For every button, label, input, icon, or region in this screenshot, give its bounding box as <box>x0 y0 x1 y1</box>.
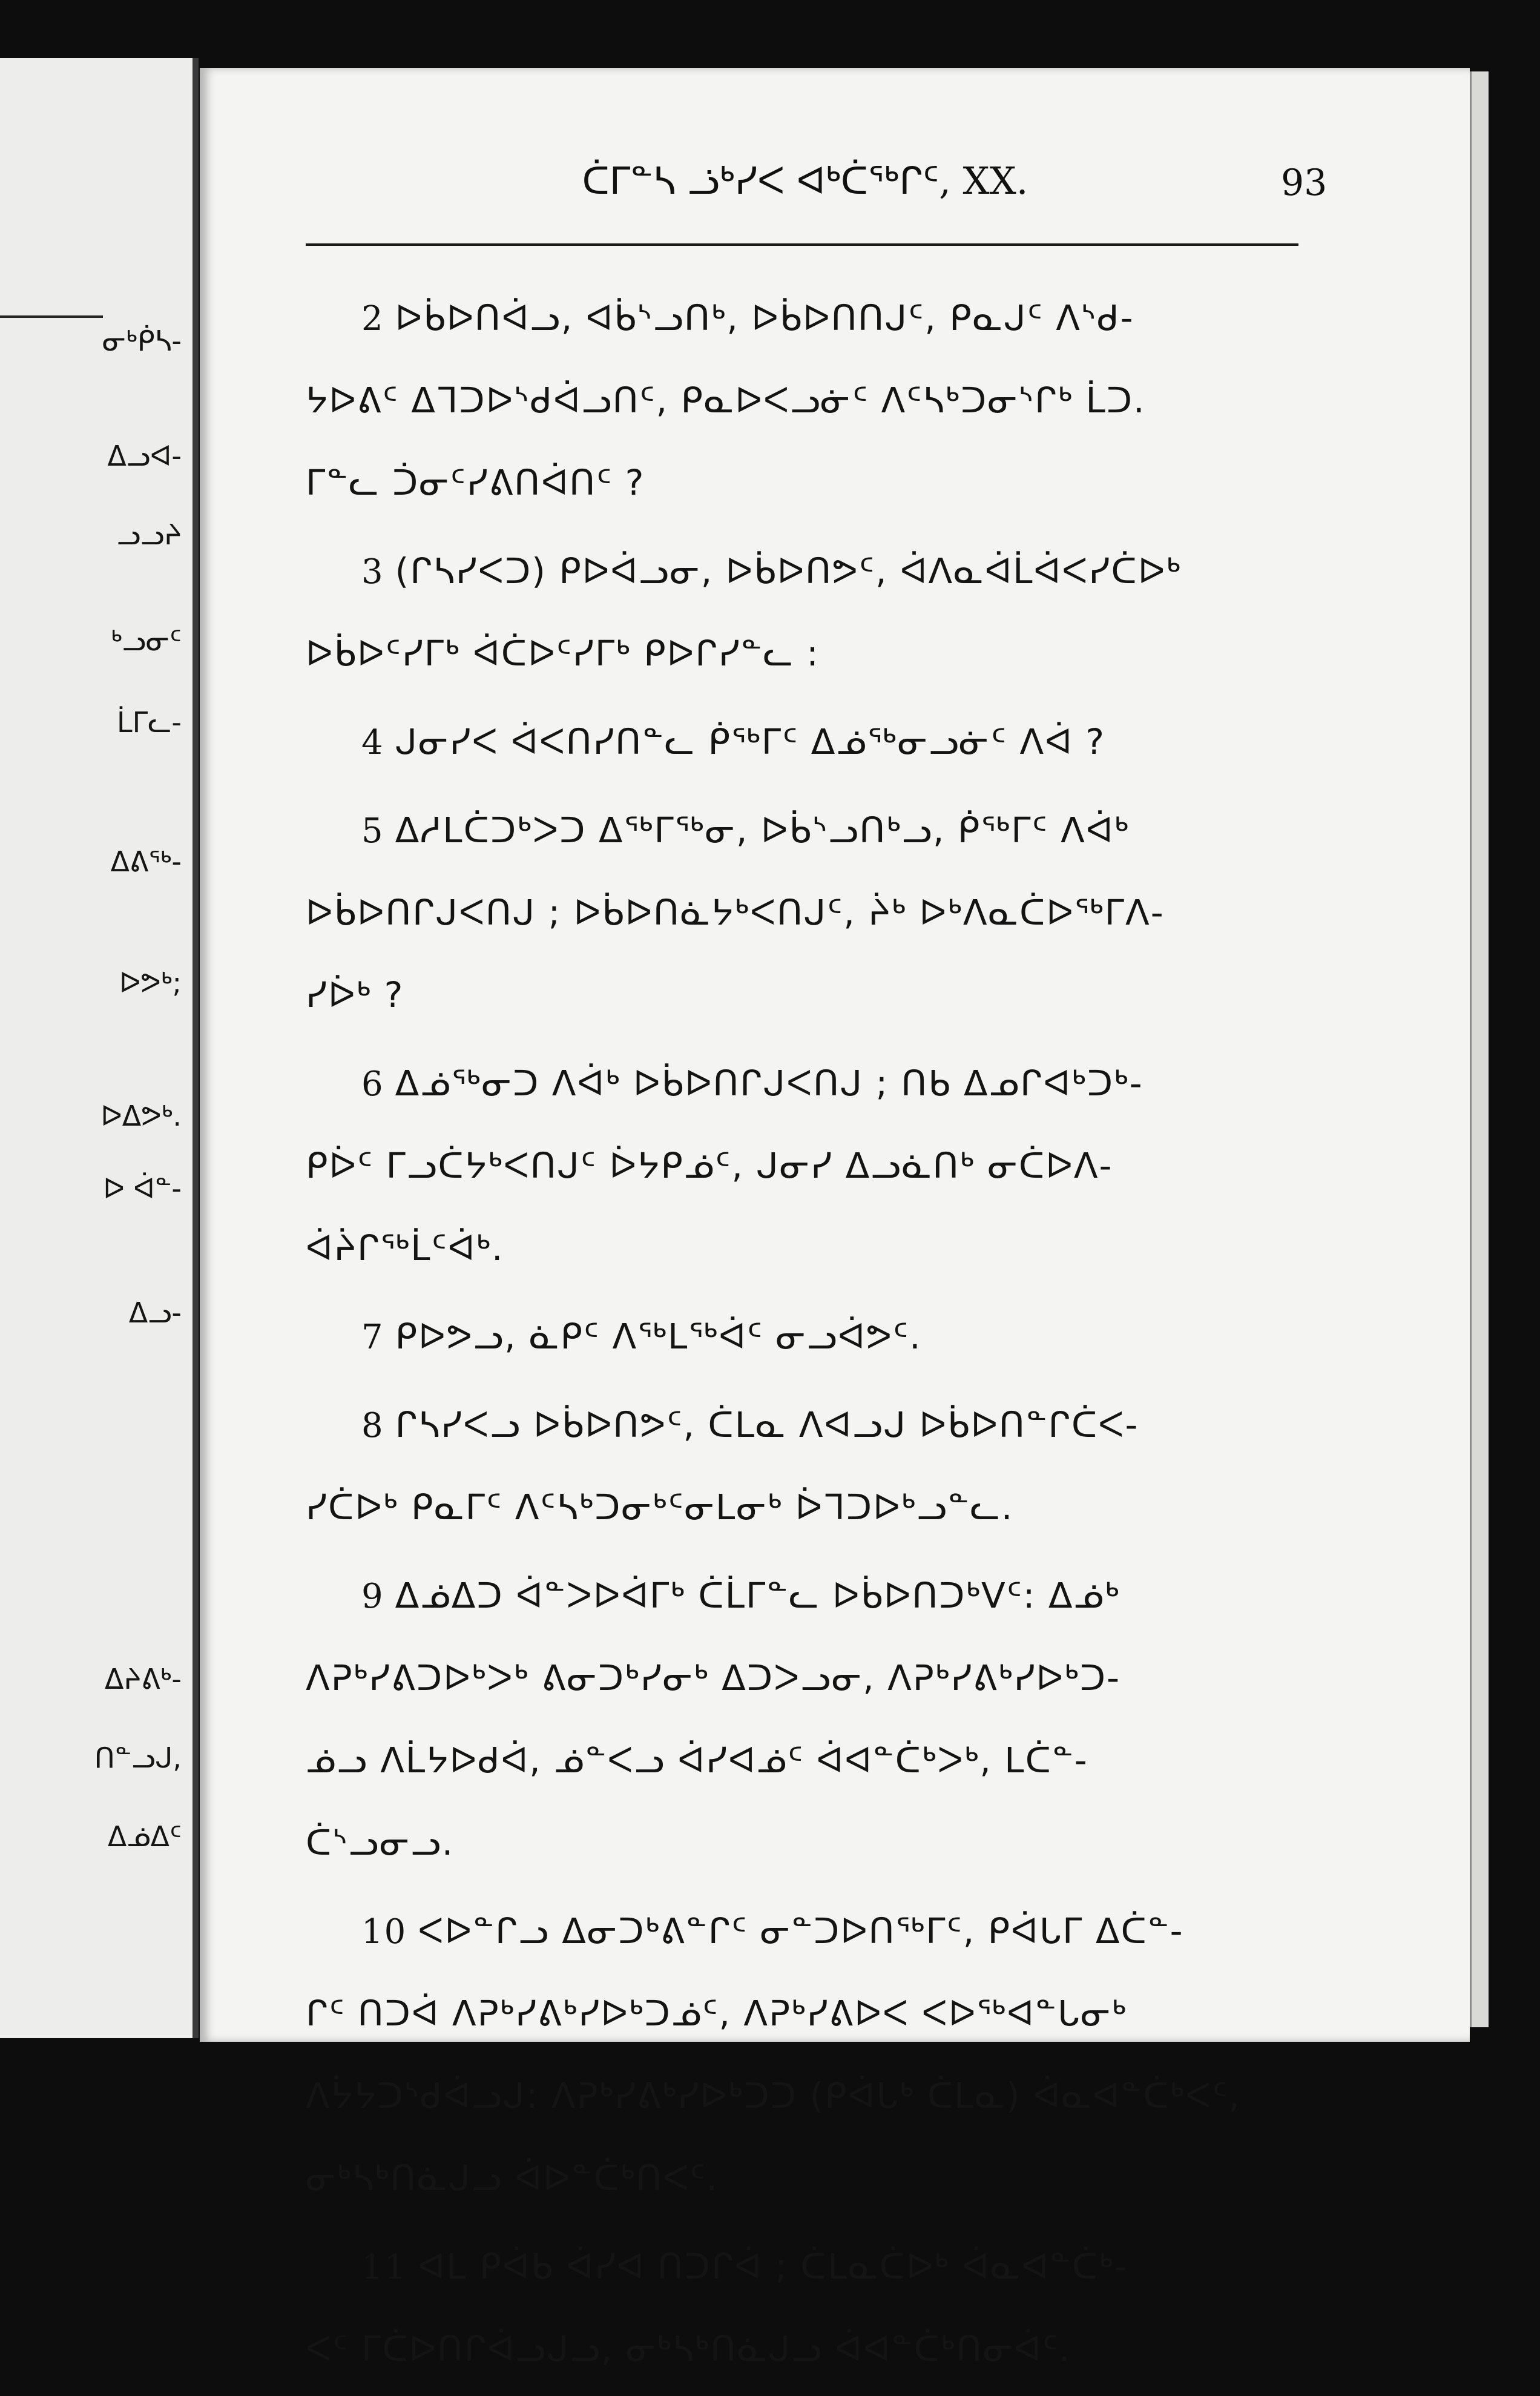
verse-4 <box>306 701 1350 783</box>
previous-page-line: ᐃᓗ- <box>128 1296 182 1329</box>
verse-text: (ᒋᓴᓯᐸᑐ) ᑭᐅᐋᓗᓂ, ᐅᑳᐅᑎᕗᑦ, ᐋᐱᓇᐋᒫᐋᐸᓯᑖᐅᒃ <box>395 550 1182 592</box>
page-number: 93 <box>1281 162 1328 204</box>
verse-text: ᐸᐅᓐᒋᓗ ᐃᓂᑐᒃᕕᓐᒋᑦ ᓂᓐᑐᐅᑎᖅᒥᑦ, ᑭᐋᒐᒥ ᐃᑖᓐ- <box>418 1910 1184 1952</box>
verse-number: 8 <box>361 1406 384 1445</box>
previous-page-line: ᐃᔨᕕᒃ- <box>104 1663 182 1695</box>
verse-text: ᒍᓂᓯᐸ ᐋᐸᑎᓯᑎᓐᓚ ᑮᖅᒥᑦ ᐃᓅᖅᓂᓗᓃᑦ ᐱᐋ ? <box>395 721 1106 762</box>
verse-text: ᐅᑳᐅᑎᐋᓗ, ᐊᑳᔅᓗᑎᒃ, ᐅᑳᐅᑎᑎᒍᑦ, ᑭᓇᒍᑦ ᐱᔅᑯ- <box>395 297 1134 338</box>
previous-page-line: ᒫᒥᓚ- <box>116 706 182 739</box>
book-page <box>200 68 1470 2369</box>
verse-number: 3 <box>361 552 384 592</box>
previous-page-line: ᑎᓐᓗᒍ, <box>94 1741 182 1774</box>
verse-line: ᒥᓐᓚ ᑑᓂᑦᓯᕕᑎᐋᑎᑦ ? <box>306 462 645 503</box>
verse-text: ᐃᓅᐃᑐ ᐋᓐᐳᐅᐋᒥᒃ ᑖᒫᒥᓐᓚ ᐅᑳᐅᑎᑐᒃᐯᑦ: ᐃᓅᒃ <box>395 1575 1120 1616</box>
previous-page-line: ᐃᕕᖅ- <box>110 845 182 878</box>
previous-page-rule <box>0 315 103 318</box>
verse-number: 5 <box>361 811 384 851</box>
verse-9 <box>306 1554 1350 1884</box>
verse-text: ᐃᓅᖅᓂᑐ ᐱᐋᒃ ᐅᑳᐅᑎᒋᒍᐸᑎᒍ ; ᑎᑲ ᐃᓄᒋᐊᒃᑐᒃ- <box>395 1063 1143 1104</box>
previous-page-line: ᓗᓗᔨ <box>116 518 182 551</box>
verse-line <box>306 1042 1350 1124</box>
verse-line: ᐅᑳᐅᑦᓯᒥᒃ ᐋᑖᐅᑦᓯᒥᒃ ᑭᐅᒋᓯᓐᓚ : <box>306 633 820 674</box>
verse-line: ᐋᔩᒋᖅᒫᑦᐋᒃ. <box>306 1227 504 1269</box>
running-head: ᑖᒥᓐᓴ ᓘᒃᓯᐸ ᐊᒃᑖᖅᒋᑦ, XX. <box>582 159 1028 203</box>
verse-text: ᒋᓴᓯᐸᓗ ᐅᑳᐅᑎᕗᑦ, ᑖᒪᓇ ᐱᐊᓗᒍ ᐅᑳᐅᑎᓐᒋᑖᐸ- <box>395 1404 1139 1445</box>
verse-line: ᐸᑦ ᒥᑖᐅᑎᒋᐋᓗᒍᓗ, ᓂᒃᓴᒃᑎᓈᒍᓗ ᐋᐊᓐᑖᒃᑎᓂᐋᑦ. <box>306 2328 1071 2369</box>
verse-line: ᓅᓗ ᐱᒫᔭᐅᑯᐋ, ᓅᓐᐸᓗ ᐋᓯᐊᓅᑦ ᐋᐊᓐᑖᒃᐳᒃ, ᒪᑖᓐ- <box>306 1740 1088 1781</box>
previous-page-line: ᐅᕗᒃ; <box>119 966 182 999</box>
verse-number: 6 <box>361 1064 384 1104</box>
verse-text: ᑭᐅᕗᓗ, ᓈᑭᑦ ᐱᖅᒪᖅᐋᑦ ᓂᓗᐋᕗᑦ. <box>395 1316 922 1357</box>
previous-page-line: ᐅᐃᕗᒃ. <box>100 1100 182 1132</box>
verse-3 <box>306 530 1350 695</box>
page-edge <box>1470 71 1489 2027</box>
verse-11 <box>306 2225 1350 2390</box>
verse-line <box>306 701 1350 783</box>
verse-line: ᓂᒃᓴᒃᑎᓈᒍᓗ ᐋᐅᓐᑖᒃᑎᐸᑦ. <box>306 2157 719 2199</box>
verse-line <box>306 1295 1350 1378</box>
verse-number: 7 <box>361 1318 384 1357</box>
previous-page-fragment <box>0 58 199 2038</box>
verse-line: ᓯᑖᐅᒃ ᑭᓇᒥᑦ ᐱᑦᓴᒃᑐᓂᒃᑦᓂᒪᓂᒃ ᐆᒣᑐᐅᒃᓗᓐᓚ. <box>306 1487 1014 1528</box>
verse-line: ᑖᔅᓗᓂᓗ. <box>306 1822 455 1863</box>
verse-line <box>306 1384 1350 1466</box>
verse-line <box>306 2225 1350 2308</box>
verse-line: ᑭᐆᑦ ᒥᓗᑖᔭᒃᐸᑎᒍᑦ ᐆᔭᑭᓅᑦ, ᒍᓂᓯ ᐃᓗᓈᑎᒃ ᓂᑖᐅᐱ- <box>306 1145 1113 1186</box>
verse-number: 9 <box>361 1577 384 1616</box>
previous-page-line: ᐃᓅᐃᑦ <box>107 1820 182 1853</box>
verse-8 <box>306 1384 1350 1548</box>
verse-line: ᓯᐆᒃ ? <box>306 974 404 1015</box>
previous-page-line: ᐃᓗᐊ- <box>107 440 182 472</box>
verse-line: ᐱᔮᔭᑐᔅᑯᐋᓗᒍ: ᐱᕈᒃᓯᕕᒃᓯᐅᒃᑐᑐ (ᑭᐋᒐᒃ ᑖᒪᓇ) ᐋᓇᐊᓐᑖᒃᐸᑦ, <box>306 2075 1242 2116</box>
verse-number: 4 <box>361 723 384 762</box>
verse-line: ᐱᕈᒃᓯᕕᑐᐅᒃᐳᒃ ᕕᓂᑐᒃᓯᓂᒃ ᐃᑐᐳᓗᓂ, ᐱᕈᒃᓯᕕᒃᓯᐅᒃᑐ- <box>306 1657 1121 1698</box>
verse-2 <box>306 277 1350 524</box>
verse-number: 11 <box>361 2248 407 2287</box>
verse-6 <box>306 1042 1350 1289</box>
verse-line <box>306 530 1350 612</box>
verse-text: ᐃᓱᒪᑖᑐᒃᐳᑐ ᐃᖅᒥᖅᓂ, ᐅᑳᔅᓗᑎᒃᓗ, ᑮᖅᒥᑦ ᐱᐋᒃ <box>395 810 1130 851</box>
verse-line: ᒋᑦ ᑎᑐᐋ ᐱᕈᒃᓯᕕᒃᓯᐅᒃᑐᓅᑦ, ᐱᕈᒃᓯᕕᐅᐸ ᐸᐅᖅᐊᓐᒐᓂᒃ <box>306 1993 1128 2034</box>
verse-line <box>306 1554 1350 1637</box>
verse-line <box>306 1890 1350 1972</box>
previous-page-line: ᒃᓗᓂᑦ <box>110 624 182 657</box>
verse-line <box>306 789 1350 871</box>
verse-line: ᔭᐅᕕᑦ ᐃᒣᑐᐅᔅᑯᐋᓗᑎᑦ, ᑭᓇᐅᐸᓗᓃᑦ ᐱᑦᓴᒃᑐᓂᔅᒋᒃ ᒫᑐ. <box>306 380 1146 421</box>
verse-text: ᐊᒪ ᑭᐋᑲ ᐋᓯᐊ ᑎᑐᒋᐋ ; ᑖᒪᓇᑖᐅᒃ ᐋᓇᐊᓐᑖᒃ- <box>418 2246 1128 2287</box>
previous-page-line: ᐅ ᐋᓐ- <box>103 1172 182 1205</box>
verse-line: ᐅᑳᐅᑎᒋᒍᐸᑎᒍ ; ᐅᑳᐅᑎᓈᔭᒃᐸᑎᒍᑦ, ᔩᒃ ᐅᒃᐱᓇᑖᐅᖅᒥᐱ- <box>306 892 1165 933</box>
verse-5 <box>306 789 1350 1036</box>
verse-line <box>306 277 1350 359</box>
header-rule <box>306 243 1298 246</box>
verse-number: 10 <box>361 1912 407 1952</box>
verse-number: 2 <box>361 299 384 338</box>
previous-page-line: ᓂᒃᑮᓴ- <box>102 325 182 357</box>
verse-10 <box>306 1890 1350 2219</box>
text-column <box>306 277 1350 2396</box>
verse-7 <box>306 1295 1350 1378</box>
